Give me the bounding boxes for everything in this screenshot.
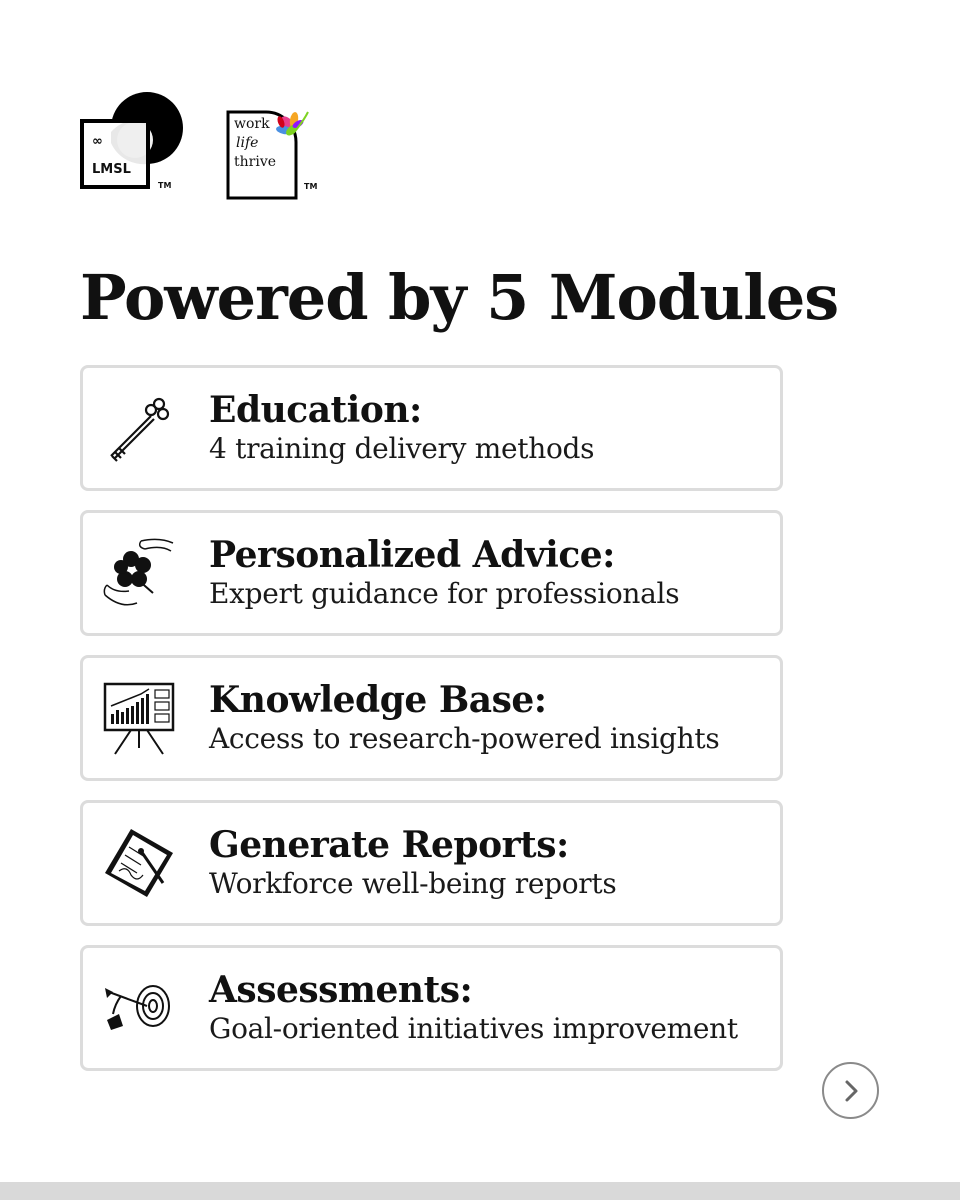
lmsl-trademark: TM (158, 181, 172, 190)
wlt-trademark: TM (304, 182, 318, 191)
module-description: Goal-oriented initiatives improvement (209, 1012, 738, 1045)
hands-flower-icon (101, 535, 177, 611)
module-name: Assessments: (209, 969, 473, 1011)
module-card-assessments (80, 945, 783, 1071)
module-name: Generate Reports: (209, 824, 569, 866)
module-card-generate-reports (80, 800, 783, 926)
module-card-personalized-advice (80, 510, 783, 636)
module-card-education (80, 365, 783, 491)
wlt-life: life (236, 135, 259, 151)
module-card-knowledge-base (80, 655, 783, 781)
page-title: Powered by 5 Modules (80, 261, 839, 334)
chevron-right-icon (839, 1079, 863, 1103)
chart-easel-icon (101, 680, 177, 756)
module-description: Workforce well-being reports (209, 867, 617, 900)
module-name: Knowledge Base: (209, 679, 547, 721)
module-description: Expert guidance for professionals (209, 577, 680, 610)
brand-logos (80, 88, 340, 198)
module-description: 4 training delivery methods (209, 432, 595, 465)
module-description: Access to research-powered insights (209, 722, 720, 755)
lmsl-logo (80, 88, 190, 198)
footer-bar (0, 1182, 960, 1200)
work-life-thrive-logo (226, 110, 336, 200)
target-dart-icon (101, 970, 177, 1046)
wlt-thrive: thrive (234, 154, 277, 170)
wlt-work: work (234, 116, 270, 132)
module-name: Education: (209, 389, 422, 431)
module-list (80, 365, 783, 1090)
module-name: Personalized Advice: (209, 534, 615, 576)
next-slide-button[interactable] (822, 1062, 879, 1119)
lmsl-wordmark: LMSL (92, 162, 131, 177)
lmsl-infinity: ∞ (92, 134, 103, 149)
key-icon (101, 390, 177, 466)
clipboard-pen-icon (101, 825, 177, 901)
